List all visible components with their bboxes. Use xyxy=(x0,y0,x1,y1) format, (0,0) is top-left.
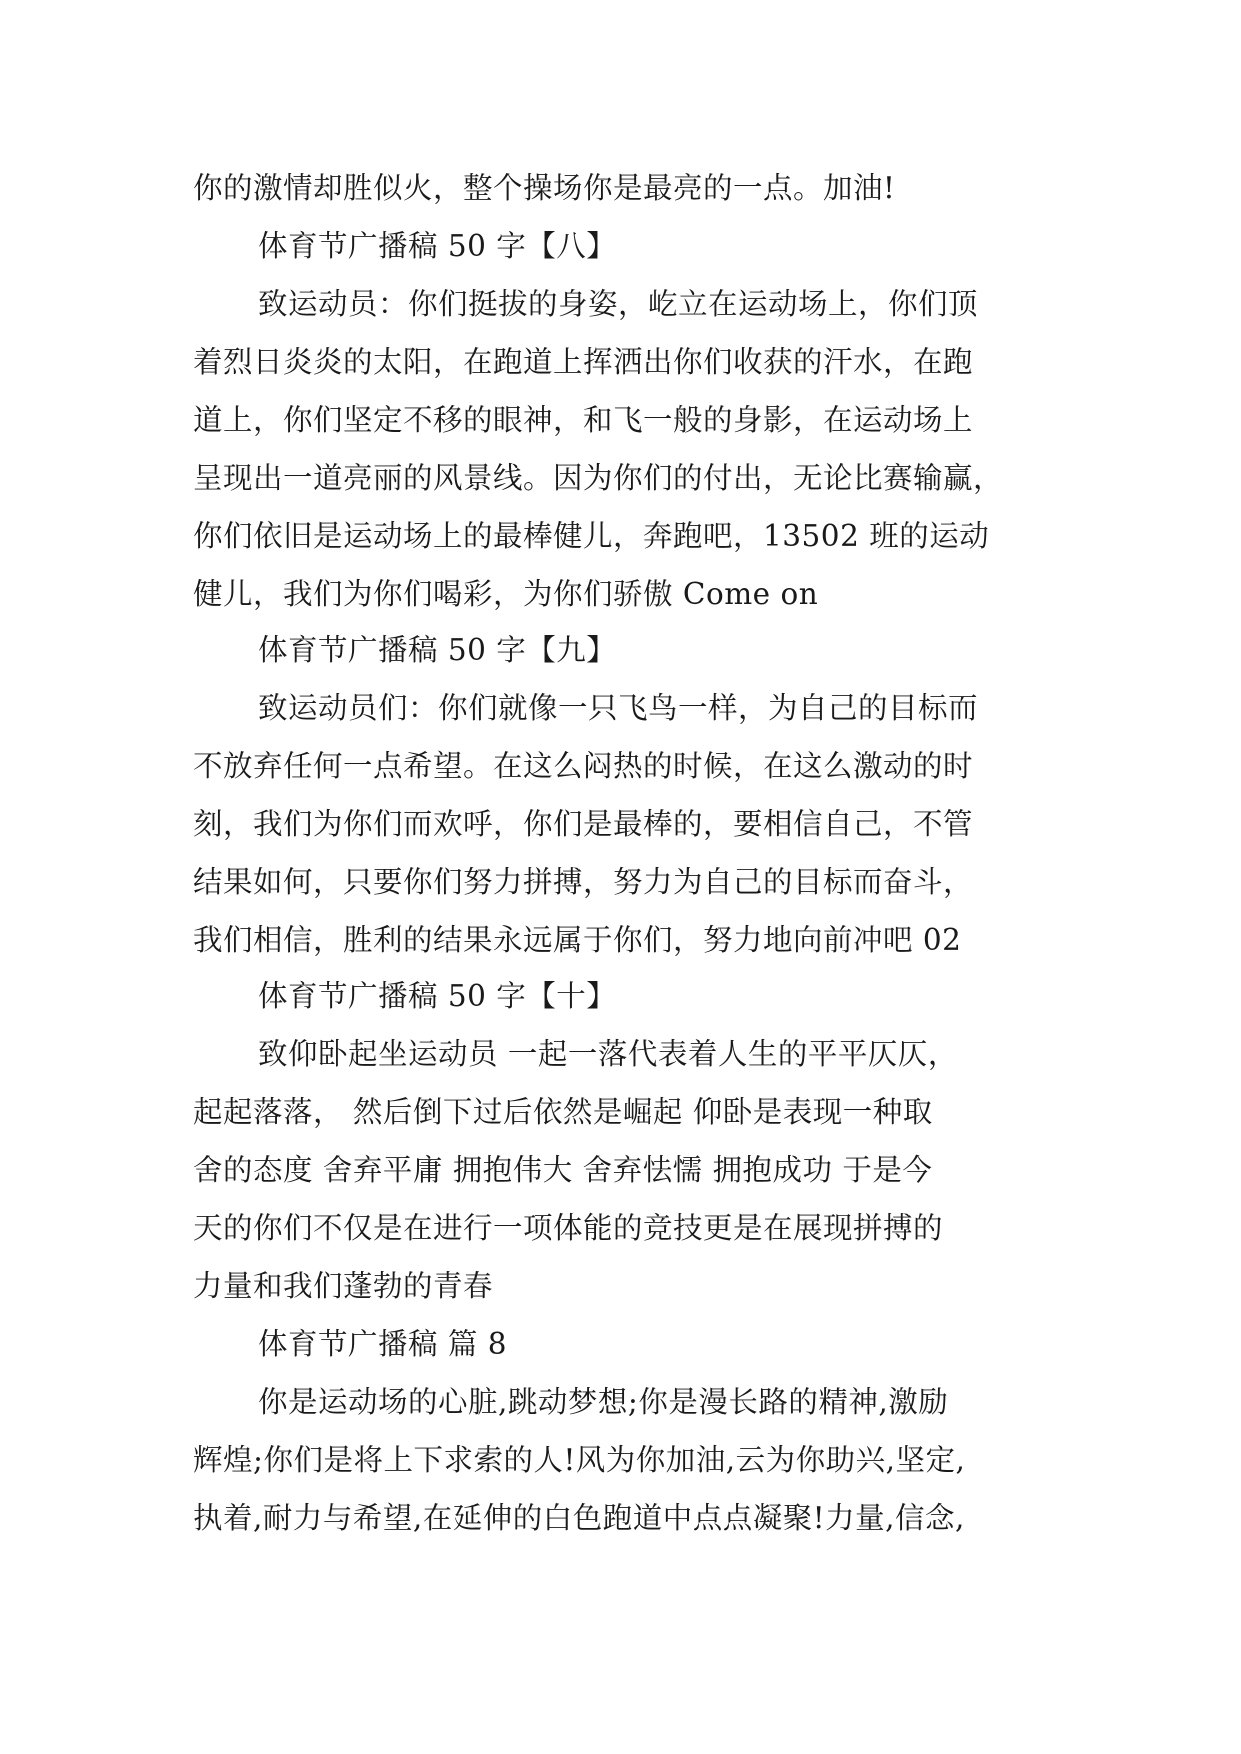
body-text-line: 健儿，我们为你们喝彩，为你们骄傲 Come on xyxy=(193,577,819,611)
body-text-line: 你们依旧是运动场上的最棒健儿，奔跑吧，13502 班的运动 xyxy=(193,519,990,553)
body-text-line: 着烈日炎炎的太阳，在跑道上挥洒出你们收获的汗水，在跑 xyxy=(193,345,974,379)
paragraph-first-line: 致运动员：你们挺拔的身姿，屹立在运动场上，你们顶 xyxy=(258,287,979,321)
body-text-line: 舍的态度 舍弃平庸 拥抱伟大 舍弃怯懦 拥抱成功 于是今 xyxy=(193,1153,933,1187)
paragraph-first-line: 致运动员们：你们就像一只飞鸟一样，为自己的目标而 xyxy=(258,691,979,725)
body-text-line: 不放弃任何一点希望。在这么闷热的时候，在这么激动的时 xyxy=(193,749,974,783)
section-heading-10: 体育节广播稿 50 字【十】 xyxy=(258,979,617,1013)
section-heading-9: 体育节广播稿 50 字【九】 xyxy=(258,633,617,667)
body-text-line: 起起落落， 然后倒下过后依然是崛起 仰卧是表现一种取 xyxy=(193,1095,933,1129)
body-text-line: 呈现出一道亮丽的风景线。因为你们的付出，无论比赛输赢， xyxy=(193,461,1004,495)
body-text-line: 道上，你们坚定不移的眼神，和飞一般的身影，在运动场上 xyxy=(193,403,974,437)
body-text-line: 力量和我们蓬勃的青春 xyxy=(193,1269,494,1303)
section-heading-piece-8: 体育节广播稿 篇 8 xyxy=(258,1327,508,1361)
section-heading-8: 体育节广播稿 50 字【八】 xyxy=(258,229,617,263)
body-text-line: 执着,耐力与希望,在延伸的白色跑道中点点凝聚!力量,信念, xyxy=(193,1501,965,1535)
paragraph-first-line: 你是运动场的心脏,跳动梦想;你是漫长路的精神,激励 xyxy=(258,1385,949,1419)
body-text-line: 刻，我们为你们而欢呼，你们是最棒的，要相信自己，不管 xyxy=(193,807,974,841)
body-text-line: 辉煌;你们是将上下求索的人!风为你加油,云为你助兴,坚定, xyxy=(193,1443,966,1477)
body-text-line: 天的你们不仅是在进行一项体能的竞技更是在展现拼搏的 xyxy=(193,1211,944,1245)
paragraph-first-line: 致仰卧起坐运动员 一起一落代表着人生的平平仄仄， xyxy=(258,1037,958,1071)
body-text-line: 我们相信，胜利的结果永远属于你们，努力地向前冲吧 02 xyxy=(193,923,962,957)
body-text-line: 你的激情却胜似火，整个操场你是最亮的一点。加油! xyxy=(193,171,896,205)
body-text-line: 结果如何，只要你们努力拼搏，努力为自己的目标而奋斗， xyxy=(193,865,974,899)
